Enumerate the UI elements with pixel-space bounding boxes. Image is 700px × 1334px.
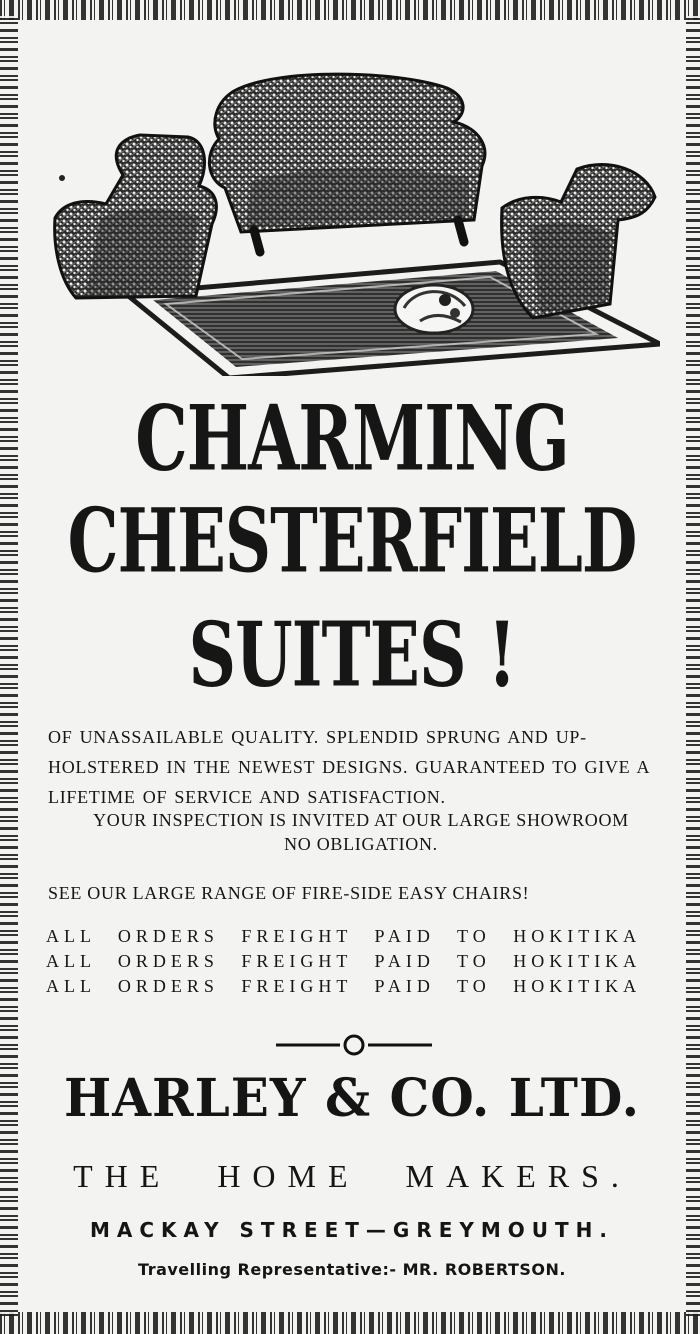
headline-suites: SUITES !: [188, 602, 516, 708]
newspaper-advertisement: [18, 20, 686, 1312]
headline-chesterfield: CHESTERFIELD: [67, 490, 637, 594]
showroom-invitation: [48, 808, 674, 856]
travelling-representative: Travelling Representative:- MR. ROBERTSON.: [138, 1260, 566, 1279]
headline-charming: CHARMING: [135, 385, 569, 492]
obligation-line: NO OBLIGATION.: [284, 834, 438, 854]
freight-paid-line: ALL ORDERS FREIGHT PAID TO HOKITIKA: [46, 951, 642, 971]
company-name: HARLEY & CO. LTD.: [63, 1066, 640, 1129]
decorative-right-border: [686, 16, 700, 1316]
showroom-invitation-line: YOUR INSPECTION IS INVITED AT OUR LARGE SHOWROOM: [93, 810, 629, 830]
quality-description: OF UNASSAILABLE QUALITY. SPLENDID SPRUNG AND UP-HOLSTERED IN THE NEWEST DESIGNS. GUARANTEED TO GIVE A LIFETIME OF SERVICE AND SATISFACTION.: [48, 727, 650, 807]
freight-paid-line: ALL ORDERS FREIGHT PAID TO HOKITIKA: [46, 926, 642, 946]
decorative-bottom-border: [0, 1312, 700, 1334]
company-slogan: THE HOME MAKERS.: [73, 1158, 631, 1194]
decorative-left-border: [0, 16, 18, 1316]
freight-paid-line: ALL ORDERS FREIGHT PAID TO HOKITIKA: [46, 976, 642, 996]
decorative-top-border: [0, 0, 700, 20]
fireside-chairs-line: SEE OUR LARGE RANGE OF FIRE-SIDE EASY CHAIRS!: [48, 883, 530, 903]
line-circle-ornament: [276, 1033, 432, 1057]
chesterfield-suite-illustration: [48, 58, 660, 376]
company-address: MACKAY STREET—GREYMOUTH.: [89, 1218, 615, 1242]
